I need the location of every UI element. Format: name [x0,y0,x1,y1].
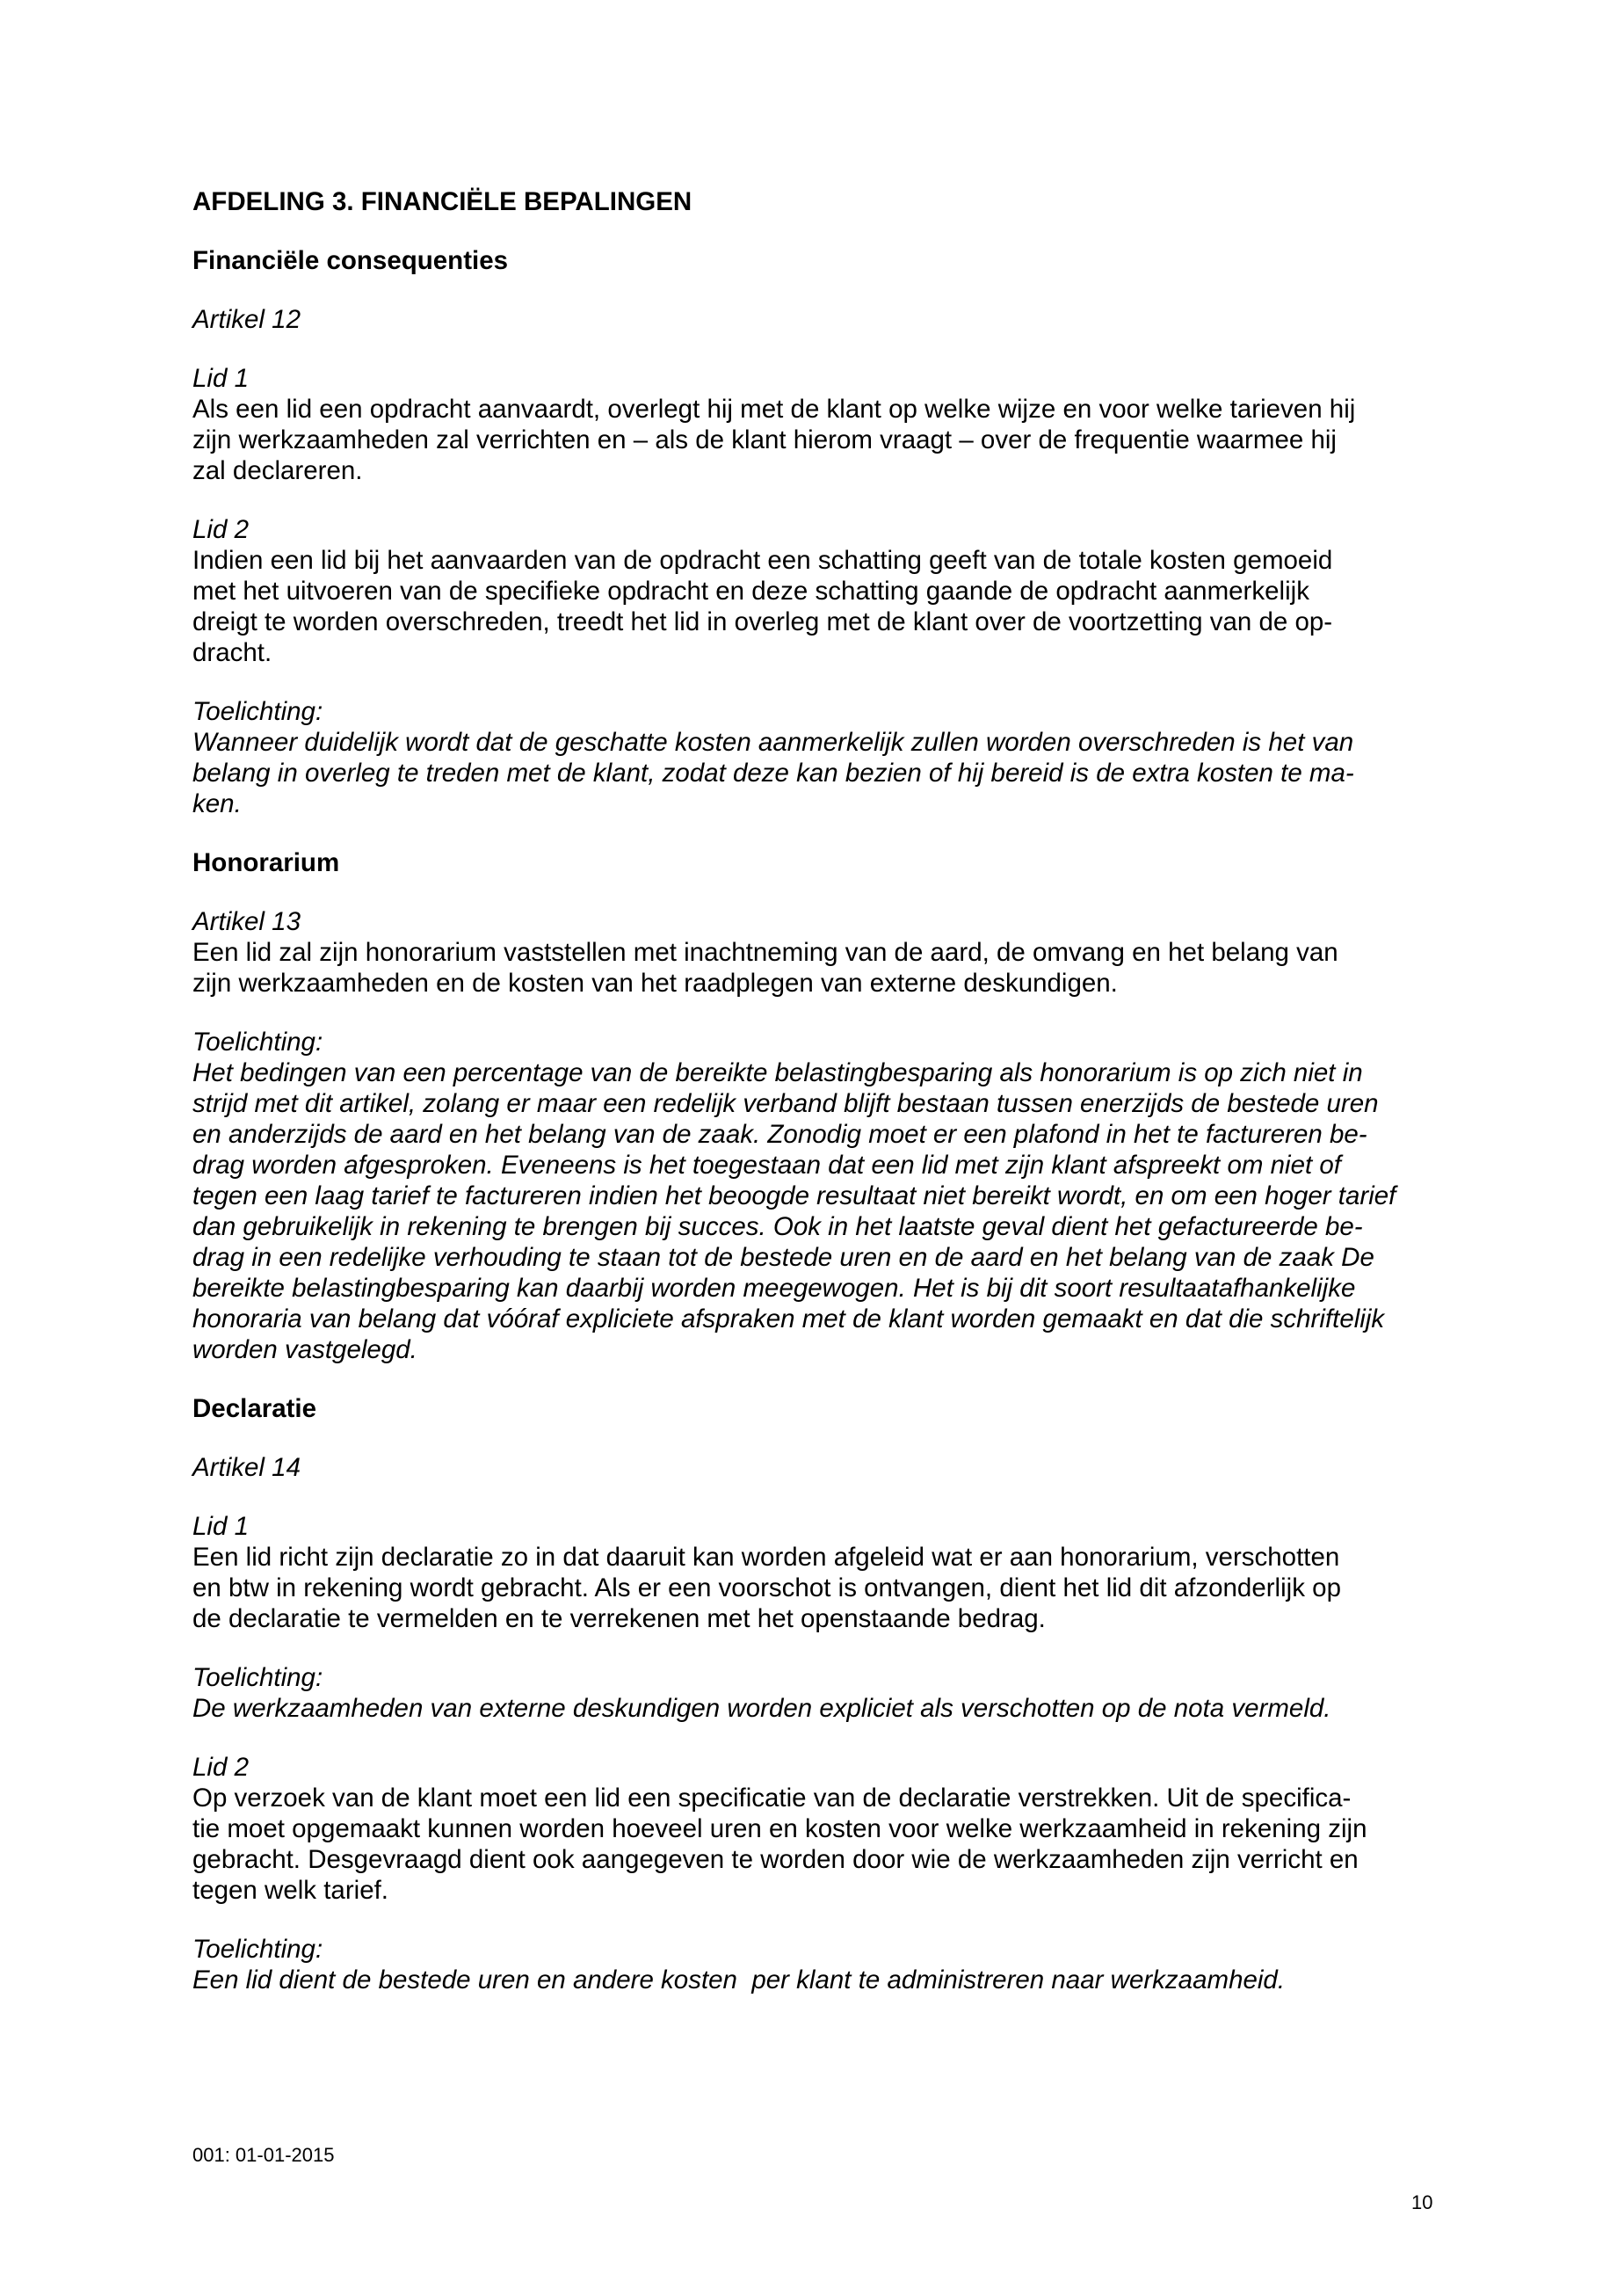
artikel-14-label: Artikel 14 [192,1453,301,1482]
artikel-13-label: Artikel 13 [192,907,301,936]
artikel-12-toelichting [192,696,1449,819]
toelichting-label: Toelichting: [192,1663,323,1692]
artikel-12-label: Artikel 12 [192,305,301,334]
toelichting-line: Wanneer duidelijk wordt dat de geschatte kosten aanmerkelijk zullen worden overschreden is het van [192,728,1354,757]
artikel-13-toelichting [192,1027,1449,1365]
paragraph-line: Een lid richt zijn declaratie zo in dat daaruit kan worden afgeleid wat er aan honorarium, verschotten [192,1543,1340,1572]
toelichting-line: Het bedingen van een percentage van de bereikte belastingbesparing als honorarium is op zich niet in [192,1058,1363,1087]
toelichting-line: bereikte belastingbesparing kan daarbij worden meegewogen. Het is bij dit soort resultaatafhankelijke [192,1274,1356,1303]
paragraph-line: dracht. [192,638,272,667]
artikel-12-lid-2 [192,514,1449,668]
heading-honorarium: Honorarium [192,848,340,877]
toelichting-line: drag in een redelijke verhouding te staan tot de bestede uren en de aard en het belang van de zaak De [192,1243,1374,1272]
paragraph-line: zal declareren. [192,456,363,485]
paragraph-line: gebracht. Desgevraagd dient ook aangegeven te worden door wie de werkzaamheden zijn verricht en [192,1845,1359,1874]
paragraph-line: Op verzoek van de klant moet een lid een specificatie van de declaratie verstrekken. Uit de specifica- [192,1784,1352,1813]
paragraph-line: met het uitvoeren van de specifieke opdracht en deze schatting gaande de opdracht aanmerkelijk [192,577,1309,606]
paragraph-line: zijn werkzaamheden en de kosten van het raadplegen van externe deskundigen. [192,969,1118,998]
toelichting-line: honoraria van belang dat vóóraf expliciete afspraken met de klant worden gemaakt en dat die schriftelijk [192,1304,1385,1333]
artikel-14-toelichting-1 [192,1662,1449,1724]
toelichting-label: Toelichting: [192,1028,323,1057]
toelichting-line: tegen een laag tarief te factureren indien het beoogde resultaat niet bereikt wordt, en om een hoger tarief [192,1181,1396,1210]
paragraph-line: Indien een lid bij het aanvaarden van de opdracht een schatting geeft van de totale kosten gemoeid [192,546,1333,575]
footer-version: 001: 01-01-2015 [192,2144,335,2166]
heading-financiele-consequenties: Financiële consequenties [192,246,509,275]
lid-label: Lid 1 [192,364,249,393]
artikel-14-lid-1 [192,1511,1449,1634]
artikel-14-toelichting-2 [192,1934,1449,1995]
paragraph-line: zijn werkzaamheden zal verrichten en – als de klant hierom vraagt – over de frequentie waarmee hij [192,425,1337,454]
artikel-12-lid-1 [192,363,1449,486]
toelichting-label: Toelichting: [192,697,323,726]
artikel-13 [192,906,1449,999]
toelichting-line: en anderzijds de aard en het belang van de zaak. Zonodig moet er een plafond in het te factureren be- [192,1120,1367,1149]
paragraph-line: tie moet opgemaakt kunnen worden hoeveel uren en kosten voor welke werkzaamheid in rekening zijn [192,1814,1367,1843]
toelichting-line: strijd met dit artikel, zolang er maar een redelijk verband blijft bestaan tussen enerzijds de bestede uren [192,1089,1379,1118]
document-page [192,186,1449,2024]
toelichting-line: De werkzaamheden van externe deskundigen worden expliciet als verschotten op de nota vermeld. [192,1694,1331,1723]
toelichting-line: dan gebruikelijk in rekening te brengen bij succes. Ook in het laatste geval dient het gefactureerde be- [192,1212,1363,1241]
toelichting-line: worden vastgelegd. [192,1335,417,1364]
paragraph-line: Een lid zal zijn honorarium vaststellen met inachtneming van de aard, de omvang en het belang van [192,938,1338,967]
paragraph-line: tegen welk tarief. [192,1876,389,1905]
artikel-14-lid-2 [192,1752,1449,1906]
lid-label: Lid 2 [192,515,249,544]
lid-label: Lid 2 [192,1753,249,1782]
paragraph-line: en btw in rekening wordt gebracht. Als er een voorschot is ontvangen, dient het lid dit afzonderlijk op [192,1573,1341,1602]
toelichting-label: Toelichting: [192,1935,323,1964]
page-number: 10 [1411,2191,1433,2213]
paragraph-line: Als een lid een opdracht aanvaardt, overlegt hij met de klant op welke wijze en voor welke tarieven hij [192,395,1356,424]
section-title: AFDELING 3. FINANCIËLE BEPALINGEN [192,187,692,216]
paragraph-line: dreigt te worden overschreden, treedt het lid in overleg met de klant over de voortzetting van de op- [192,607,1333,636]
toelichting-line: Een lid dient de bestede uren en andere kosten per klant te administreren naar werkzaamheid. [192,1965,1286,1994]
paragraph-line: de declaratie te vermelden en te verrekenen met het openstaande bedrag. [192,1604,1046,1633]
toelichting-line: drag worden afgesproken. Eveneens is het toegestaan dat een lid met zijn klant afspreekt om niet of [192,1151,1341,1180]
heading-declaratie: Declaratie [192,1394,317,1423]
lid-label: Lid 1 [192,1512,249,1541]
toelichting-line: belang in overleg te treden met de klant, zodat deze kan bezien of hij bereid is de extra kosten te ma- [192,759,1354,788]
toelichting-line: ken. [192,789,242,818]
